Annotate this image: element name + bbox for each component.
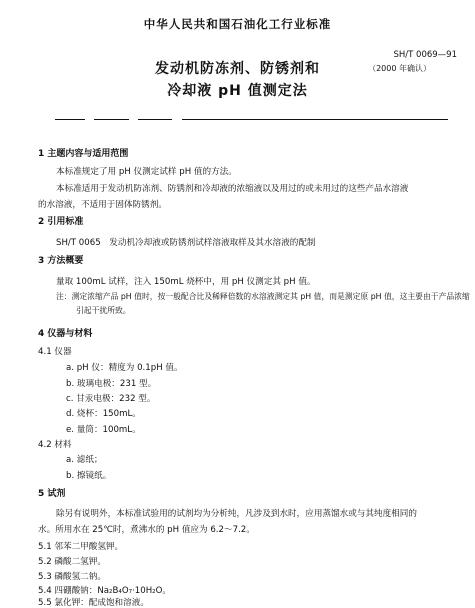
- divider-segment-1: [55, 119, 85, 120]
- section-5-paragraph-cont: 水。所用水在 25℃时，煮沸水的 pH 值应为 6.2～7.2。: [38, 525, 255, 535]
- material-item-b: b. 擦镜纸。: [66, 471, 112, 481]
- standard-confirmation-note: （2000 年确认）: [368, 64, 431, 73]
- section-3-note-cont: 引起干扰所致。: [76, 306, 131, 315]
- instrument-item-a: a. pH 仪：精度为 0.1pH 值。: [66, 363, 183, 373]
- standard-number: SH/T 0069—91: [393, 50, 457, 60]
- section-5-heading: 5 试剂: [38, 489, 66, 499]
- instrument-item-e: e. 量筒：100mL。: [66, 425, 141, 435]
- section-4-heading: 4 仪器与材料: [38, 329, 93, 339]
- section-1-paragraph-2: 本标准适用于发动机防冻剂、防锈剂和冷却液的浓缩液以及用过的或未用过的这些产品水溶液: [56, 184, 409, 194]
- subsection-4-1-heading: 4.1 仪器: [38, 347, 72, 357]
- subsection-4-2-heading: 4.2 材料: [38, 440, 72, 450]
- document-title-line-1: 发动机防冻剂、防锈剂和: [155, 61, 320, 77]
- reagent-5-4: 5.4 四硼酸钠：Na₂B₄O₇·10H₂O。: [38, 586, 171, 596]
- divider-main: [182, 119, 448, 120]
- standard-header: 中华人民共和国石油化工行业标准: [143, 17, 332, 31]
- section-3-heading: 3 方法概要: [38, 256, 84, 266]
- reagent-5-3: 5.3 磷酸氢二钠。: [38, 572, 106, 582]
- reagent-5-1: 5.1 邻苯二甲酸氢钾。: [38, 542, 124, 552]
- reagent-5-5: 5.5 氯化钾：配成饱和溶液。: [38, 598, 149, 608]
- divider-segment-3: [138, 119, 172, 120]
- instrument-item-c: c. 甘汞电极：232 型。: [66, 394, 156, 404]
- section-5-paragraph: 除另有说明外，本标准试验用的试剂均为分析纯，凡涉及到水时，应用蒸馏水或与其纯度相同的: [56, 509, 417, 519]
- section-1-heading: 1 主题内容与适用范围: [38, 149, 129, 159]
- instrument-item-d: d. 烧杯：150mL。: [66, 409, 141, 419]
- reagent-5-2: 5.2 磷酸二氢钾。: [38, 557, 106, 567]
- instrument-item-b: b. 玻璃电极：231 型。: [66, 379, 157, 389]
- section-1-paragraph-1: 本标准规定了用 pH 仪测定试样 pH 值的方法。: [56, 167, 237, 177]
- material-item-a: a. 滤纸；: [66, 455, 103, 465]
- divider-segment-2: [94, 119, 129, 120]
- section-1-paragraph-2-cont: 的水溶液，不适用于固体防锈剂。: [38, 200, 167, 210]
- section-2-heading: 2 引用标准: [38, 217, 84, 227]
- section-2-reference: SH/T 0065 发动机冷却液或防锈剂试样溶液取样及其水溶液的配制: [56, 238, 316, 248]
- section-3-paragraph: 量取 100mL 试样，注入 150mL 烧杯中，用 pH 仪测定其 pH 值。: [56, 277, 316, 287]
- document-title-line-2: 冷却液 pH 值测定法: [167, 83, 308, 99]
- section-3-note: 注：测定浓缩产品 pH 值时，按一般配合比及稀释倍数的水溶液测定其 pH 值，而是测定原 pH 值，这主要由于产品浓缩: [56, 292, 470, 301]
